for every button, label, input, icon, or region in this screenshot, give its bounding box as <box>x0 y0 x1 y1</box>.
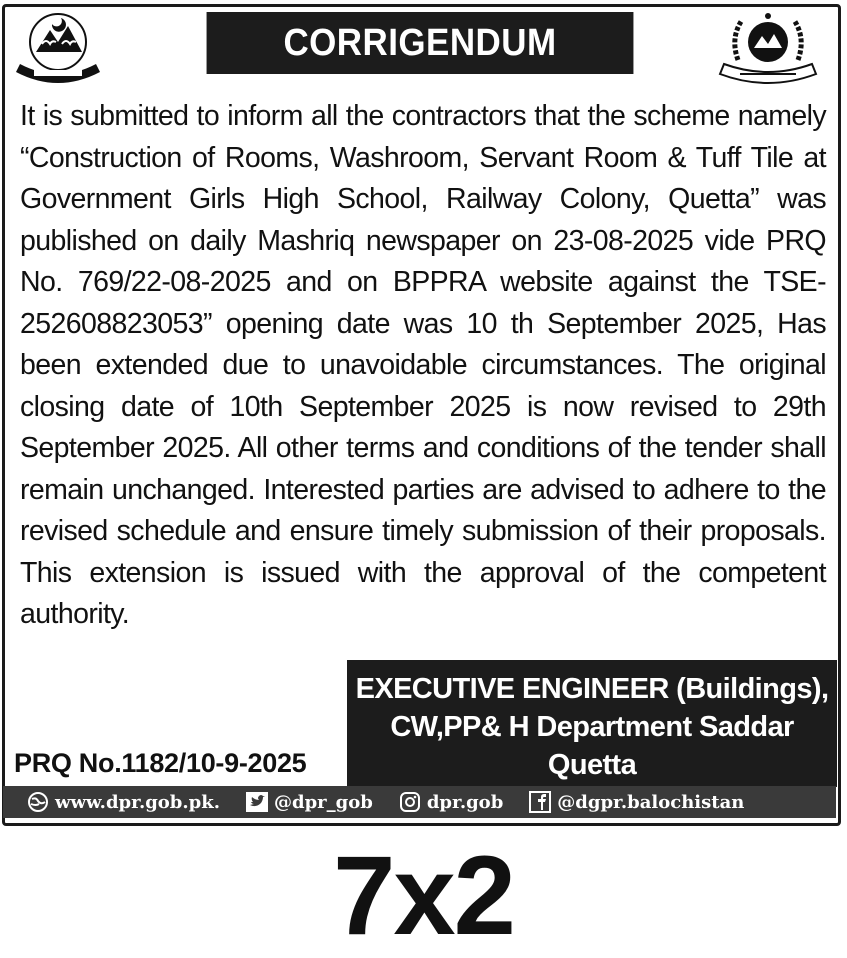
footer-instagram-text: dpr.gob <box>426 791 504 813</box>
dgpr-balochistan-emblem-icon <box>716 8 820 88</box>
globe-icon <box>27 791 49 813</box>
footer-website <box>27 791 220 813</box>
notice-body-text: It is submitted to inform all the contractors that the scheme namely “Construction of Rooms, Washroom, Servant Room & Tuff Tile at Government Girls High School, Railway Colony, Quetta” was published on daily Mashriq newspaper on 23-08-2025 vide PRQ No. 769/22-08-2025 and on BPPRA website against the TSE-252608823053” opening date was 10 th September 2025, Has been extended due to unavoidable circumstances. The original closing date of 10th September 2025 is now revised to 29th September 2025. All other terms and conditions of the tender shall remain unchanged. Interested parties are advised to adhere to the revised schedule and ensure timely submission of their proposals. This extension is issued with the approval of the competent authority. <box>20 100 826 630</box>
instagram-icon <box>399 791 421 813</box>
footer-instagram <box>399 791 503 813</box>
footer-website-text: www.dpr.gob.pk. <box>55 791 220 813</box>
footer-twitter-text: @dpr_gob <box>273 791 373 813</box>
ad-size-label: 7x2 <box>333 833 514 958</box>
balochistan-government-emblem-icon <box>12 8 104 88</box>
footer-contact-bar <box>3 786 836 818</box>
twitter-icon <box>246 791 268 813</box>
page-title: CORRIGENDUM <box>207 12 634 74</box>
prq-number: PRQ No.1182/10-9-2025 <box>14 748 307 778</box>
signature-location: Quetta <box>547 749 637 781</box>
footer-twitter <box>246 791 373 813</box>
footer-facebook-text: @dgpr.balochistan <box>557 791 745 813</box>
signature-department: CW,PP& H Department Saddar <box>390 711 794 743</box>
signature-block <box>347 660 837 787</box>
footer-facebook <box>529 791 744 813</box>
facebook-icon <box>529 791 551 813</box>
signature-title: EXECUTIVE ENGINEER (Buildings), <box>355 673 829 705</box>
